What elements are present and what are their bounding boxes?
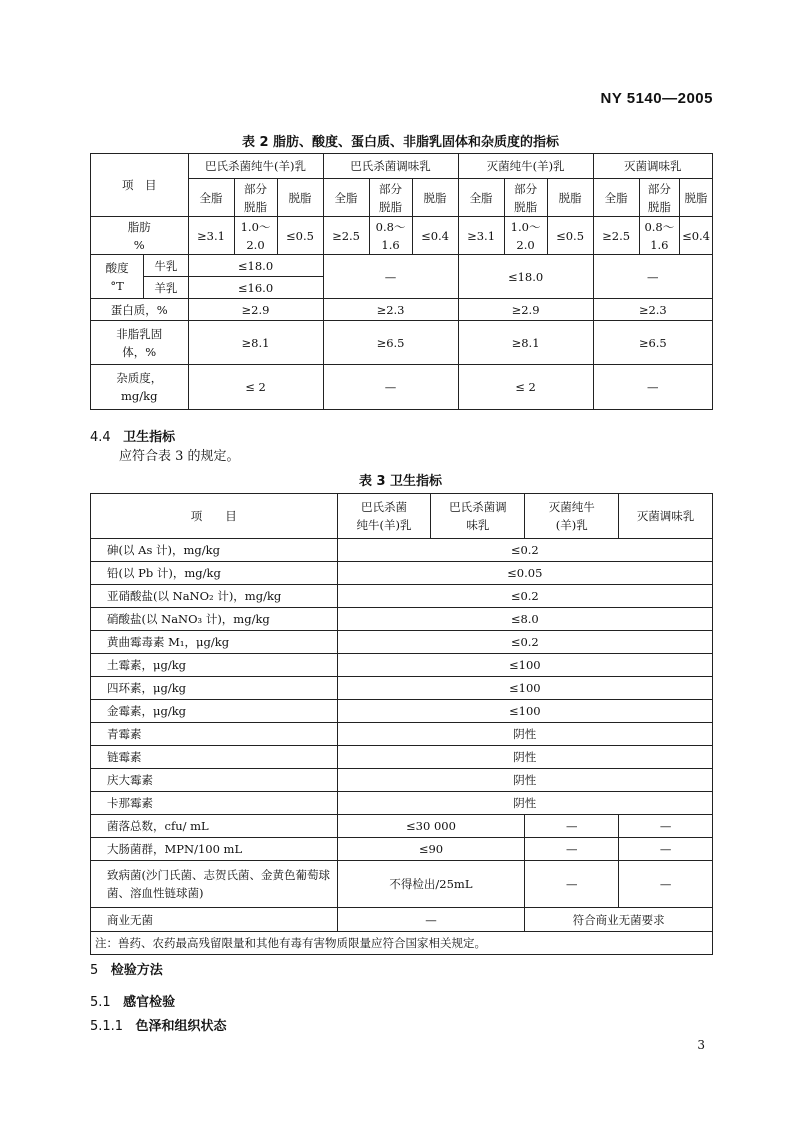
table-row <box>91 769 713 792</box>
cell: ≥8.1 <box>458 321 593 365</box>
cell: ≤100 <box>337 654 712 677</box>
group-header: 巴氏杀菌纯牛(羊)乳 <box>188 154 323 179</box>
table-row <box>91 608 713 631</box>
cell: ≤16.0 <box>188 277 323 299</box>
cell: ≤0.2 <box>337 585 712 608</box>
table-row <box>91 677 713 700</box>
cell: ≤0.4 <box>412 217 458 255</box>
row-label: 酸度 °T <box>91 255 144 299</box>
cell: ≤30 000 <box>337 815 525 838</box>
row-label: 庆大霉素 <box>91 769 338 792</box>
cell: 1.0～ 2.0 <box>234 217 277 255</box>
section-5-heading: 5 检验方法 <box>90 963 163 978</box>
cell: 阴性 <box>337 769 712 792</box>
section-4-4-heading: 4.4 卫生指标 <box>90 430 176 445</box>
row-label: 非脂乳固 体，% <box>91 321 189 365</box>
standard-number: NY 5140—2005 <box>600 90 713 107</box>
cell: ≥6.5 <box>593 321 712 365</box>
cell: — <box>619 861 713 908</box>
row-sublabel: 羊乳 <box>144 277 188 299</box>
cell: 阴性 <box>337 792 712 815</box>
cell: 符合商业无菌要求 <box>525 908 713 932</box>
row-sublabel: 牛乳 <box>144 255 188 277</box>
cell: — <box>525 838 619 861</box>
sub-header: 全脂 <box>458 179 504 217</box>
sub-header: 全脂 <box>593 179 639 217</box>
item-header: 项 目 <box>91 154 189 217</box>
cell: ≤0.2 <box>337 539 712 562</box>
sub-header: 脱脂 <box>412 179 458 217</box>
cell: ≤ 2 <box>188 365 323 410</box>
fat-row <box>91 217 713 255</box>
cell: ≤ 2 <box>458 365 593 410</box>
sub-header: 脱脂 <box>547 179 593 217</box>
table-row <box>91 861 713 908</box>
row-label: 铅(以 Pb 计)，mg/kg <box>91 562 338 585</box>
table-note-row <box>91 932 713 955</box>
col-header: 巴氏杀菌 纯牛(羊)乳 <box>337 494 431 539</box>
table2 <box>90 153 713 410</box>
cell: ≤0.05 <box>337 562 712 585</box>
group-header: 灭菌纯牛(羊)乳 <box>458 154 593 179</box>
cell: 0.8～ 1.6 <box>369 217 412 255</box>
impurity-row <box>91 365 713 410</box>
row-label: 黄曲霉毒素 M₁，μg/kg <box>91 631 338 654</box>
cell: ≥2.5 <box>323 217 369 255</box>
cell: ≥2.5 <box>593 217 639 255</box>
table3-caption: 表 3 卫生指标 <box>358 474 443 489</box>
cell: — <box>323 365 458 410</box>
table-row <box>91 792 713 815</box>
col-header: 巴氏杀菌调 味乳 <box>431 494 525 539</box>
item-header: 项 目 <box>91 494 338 539</box>
col-header: 灭菌调味乳 <box>619 494 713 539</box>
row-label: 金霉素，μg/kg <box>91 700 338 723</box>
cell: ≤90 <box>337 838 525 861</box>
cell: ≥2.3 <box>323 299 458 321</box>
cell: ≤100 <box>337 677 712 700</box>
cell: ≥8.1 <box>188 321 323 365</box>
cell: 阴性 <box>337 723 712 746</box>
row-label: 菌落总数，cfu/ mL <box>91 815 338 838</box>
row-label: 蛋白质，% <box>91 299 189 321</box>
group-header: 巴氏杀菌调味乳 <box>323 154 458 179</box>
table-row <box>91 815 713 838</box>
cell: 不得检出/25mL <box>337 861 525 908</box>
group-header: 灭菌调味乳 <box>593 154 712 179</box>
cell: ≤0.5 <box>547 217 593 255</box>
row-label: 脂肪 % <box>91 217 189 255</box>
row-label: 土霉素，μg/kg <box>91 654 338 677</box>
cell: — <box>593 255 712 299</box>
table-note: 注：兽药、农药最高残留限量和其他有毒有害物质限量应符合国家相关规定。 <box>91 932 713 955</box>
sub-header: 全脂 <box>188 179 234 217</box>
protein-row <box>91 299 713 321</box>
cell: ≥3.1 <box>458 217 504 255</box>
row-label: 砷(以 As 计)，mg/kg <box>91 539 338 562</box>
table-row <box>91 585 713 608</box>
section-4-4-text: 应符合表 3 的规定。 <box>119 449 240 464</box>
cell: — <box>323 255 458 299</box>
cell: ≥2.9 <box>458 299 593 321</box>
cell: ≤0.4 <box>680 217 713 255</box>
table-row <box>91 908 713 932</box>
row-label: 青霉素 <box>91 723 338 746</box>
row-label: 杂质度， mg/kg <box>91 365 189 410</box>
row-label: 商业无菌 <box>91 908 338 932</box>
table-row <box>91 700 713 723</box>
cell: ≤0.2 <box>337 631 712 654</box>
sub-header: 全脂 <box>323 179 369 217</box>
cell: — <box>619 815 713 838</box>
sub-header: 脱脂 <box>277 179 323 217</box>
snf-row <box>91 321 713 365</box>
sub-header: 部分 脱脂 <box>369 179 412 217</box>
sub-header: 部分 脱脂 <box>504 179 547 217</box>
table-row <box>91 631 713 654</box>
table-row <box>91 723 713 746</box>
table-row <box>91 562 713 585</box>
cell: ≤8.0 <box>337 608 712 631</box>
section-5-1-heading: 5.1 感官检验 <box>90 995 176 1010</box>
cell: — <box>337 908 525 932</box>
cell: ≤100 <box>337 700 712 723</box>
cell: 1.0～ 2.0 <box>504 217 547 255</box>
cell: ≥3.1 <box>188 217 234 255</box>
sub-header: 脱脂 <box>680 179 713 217</box>
cell: ≥2.3 <box>593 299 712 321</box>
row-label: 大肠菌群，MPN/100 mL <box>91 838 338 861</box>
sub-header: 部分 脱脂 <box>639 179 679 217</box>
table2-caption: 表 2 脂肪、酸度、蛋白质、非脂乳固体和杂质度的指标 <box>241 135 560 150</box>
cell: — <box>525 815 619 838</box>
cell: 阴性 <box>337 746 712 769</box>
table-row <box>91 539 713 562</box>
cell: ≤0.5 <box>277 217 323 255</box>
table3 <box>90 493 713 955</box>
cell: 0.8～ 1.6 <box>639 217 679 255</box>
row-label: 卡那霉素 <box>91 792 338 815</box>
cell: — <box>619 838 713 861</box>
cell: ≥6.5 <box>323 321 458 365</box>
acid-row <box>91 255 713 277</box>
col-header: 灭菌纯牛 (羊)乳 <box>525 494 619 539</box>
cell: ≤18.0 <box>188 255 323 277</box>
cell: — <box>593 365 712 410</box>
section-5-1-1-heading: 5.1.1 色泽和组织状态 <box>90 1019 227 1034</box>
cell: ≤18.0 <box>458 255 593 299</box>
cell: — <box>525 861 619 908</box>
row-label: 亚硝酸盐(以 NaNO₂ 计)，mg/kg <box>91 585 338 608</box>
row-label: 链霉素 <box>91 746 338 769</box>
table-row <box>91 654 713 677</box>
row-label: 致病菌(沙门氏菌、志贺氏菌、金黄色葡萄球 菌、溶血性链球菌) <box>91 861 338 908</box>
table-row <box>91 746 713 769</box>
sub-header: 部分 脱脂 <box>234 179 277 217</box>
table-row <box>91 838 713 861</box>
cell: ≥2.9 <box>188 299 323 321</box>
page-number: 3 <box>697 1038 705 1052</box>
row-label: 硝酸盐(以 NaNO₃ 计)，mg/kg <box>91 608 338 631</box>
row-label: 四环素，μg/kg <box>91 677 338 700</box>
